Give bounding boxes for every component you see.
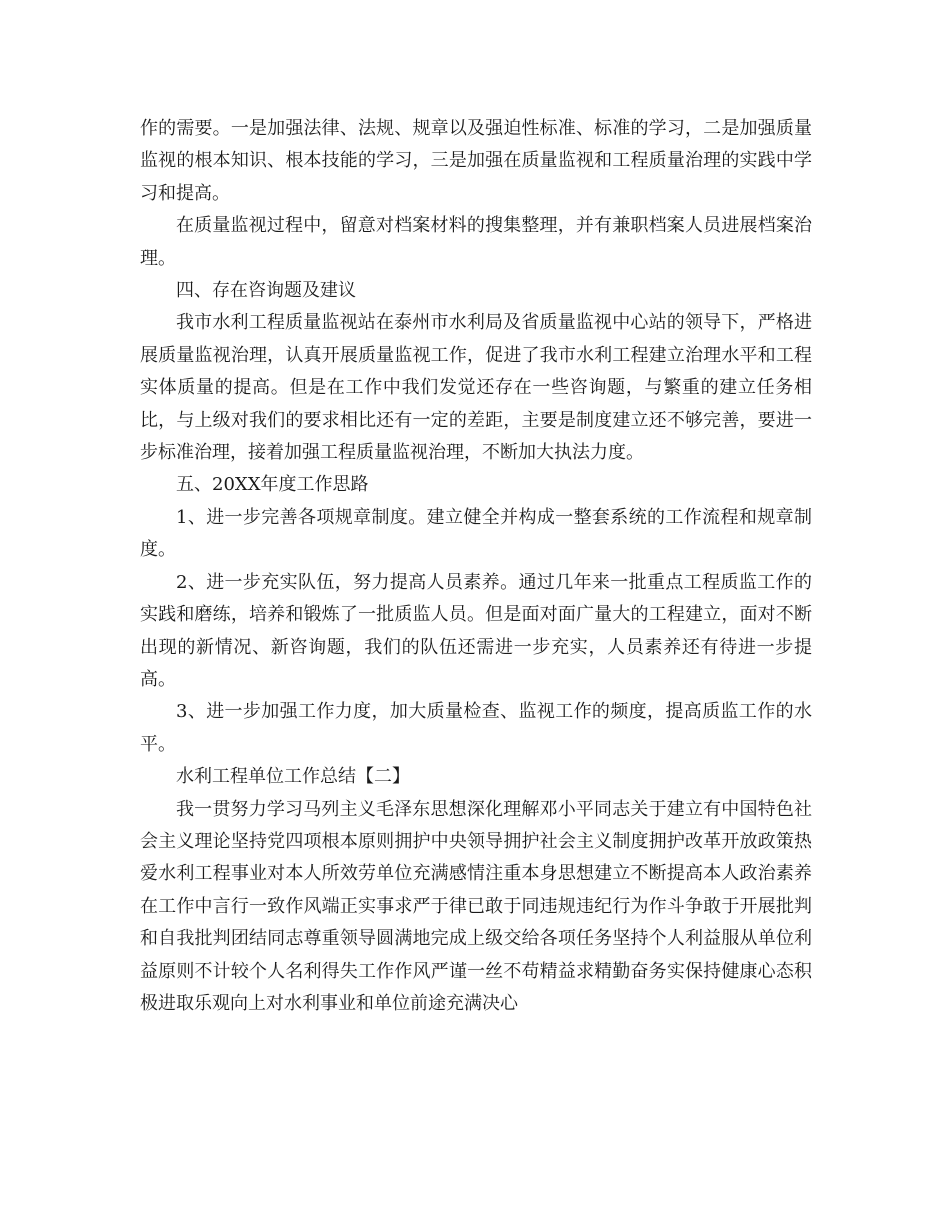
paragraph-continuation: 作的需要。一是加强法律、法规、规章以及强迫性标准、标准的学习，二是加强质量监视的根本知识、根本技能的学习，三是加强在质量监视和工程质量治理的实践中学习和提高。 xyxy=(140,118,812,204)
paragraph-summary-two: 我一贯努力学习马列主义毛泽东思想深化理解邓小平同志关于建立有中国特色社会主义理论坚持党四项根本原则拥护中央领导拥护社会主义制度拥护改革开放政策热爱水利工程事业对本人所效劳单位充满感情注重本身思想建立不断提高本人政治素养在工作中言行一致作风端正实事求严于律已敢于同违规违纪行为作斗争敢于开展批判和自我批判团结同志尊重领导圆满地完成上级交给各项任务坚持个人利益服从单位利益原则不计较个人名利得失工作作风严谨一丝不苟精益求精勤奋务实保持健康心态积极进取乐观向上对水利事业和单位前途充满决心 xyxy=(140,798,812,1014)
paragraph-archives: 在质量监视过程中，留意对档案材料的搜集整理，并有兼职档案人员进展档案治理。 xyxy=(140,215,812,269)
paragraph-plan-3: 3、进一步加强工作力度，加大质量检查、监视工作的频度，提高质监工作的水平。 xyxy=(140,701,812,755)
document-body xyxy=(140,113,812,1020)
paragraph-plan-1: 1、进一步完善各项规章制度。建立健全并构成一整套系统的工作流程和规章制度。 xyxy=(140,506,812,561)
section-heading-problems: 四、存在咨询题及建议 xyxy=(176,280,356,302)
paragraph-problems: 我市水利工程质量监视站在泰州市水利局及省质量监视中心站的领导下，严格进展质量监视治理，认真开展质量监视工作，促进了我市水利工程建立治理水平和工程实体质量的提高。但是在工作中我们发觉还存在一些咨询题，与繁重的建立任务相比，与上级对我们的要求相比还有一定的差距，主要是制度建立还不够完善，要进一步标准治理，接着加强工程质量监视治理，不断加大执法力度。 xyxy=(140,312,812,464)
section-heading-summary-two: 水利工程单位工作总结【二】 xyxy=(176,766,410,788)
section-heading-plans: 五、20XX年度工作思路 xyxy=(176,474,369,496)
paragraph-plan-2: 2、进一步充实队伍，努力提高人员素养。通过几年来一批重点工程质监工作的实践和磨练，培养和锻炼了一批质监人员。但是面对面广量大的工程建立，面对不断出现的新情况、新咨询题，我们的队伍还需进一步充实，人员素养还有待进一步提高。 xyxy=(140,571,812,690)
